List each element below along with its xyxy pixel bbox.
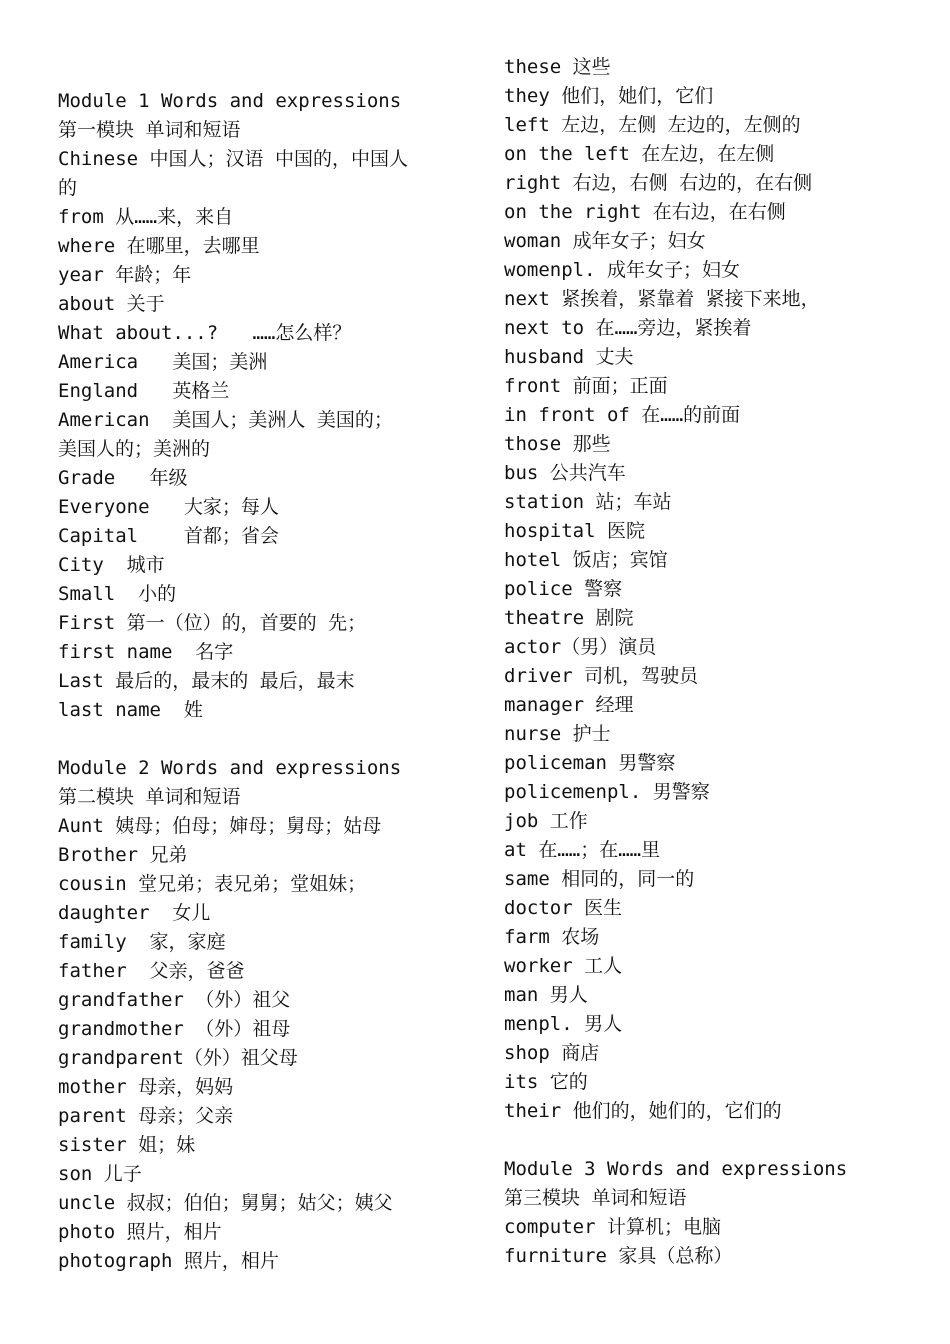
- left-vocab-line: Capital 首都；省会: [58, 525, 279, 547]
- left-vocab-line: photograph 照片，相片: [58, 1250, 279, 1272]
- left-vocab-line: Module 1 Words and expressions: [58, 90, 402, 112]
- right-vocab-line: these 这些: [504, 56, 611, 78]
- left-vocab-line: father 父亲，爸爸: [58, 960, 245, 982]
- right-vocab-line: front 前面；正面: [504, 375, 668, 397]
- left-vocab-line: grandparent（外）祖父母: [58, 1047, 298, 1069]
- left-vocab-line: 第二模块 单词和短语: [58, 786, 241, 808]
- right-vocab-line: hotel 饭店；宾馆: [504, 549, 668, 571]
- left-vocab-line: Small 小的: [58, 583, 177, 605]
- left-vocab-line: family 家，家庭: [58, 931, 226, 953]
- right-vocab-line: bus 公共汽车: [504, 462, 626, 484]
- left-vocab-line: 美国人的；美洲的: [58, 438, 211, 460]
- right-vocab-line: shop 商店: [504, 1042, 600, 1064]
- right-vocab-line: nurse 护士: [504, 723, 611, 745]
- left-vocab-line: Aunt 姨母；伯母；婶母；舅母；姑母: [58, 815, 382, 837]
- right-vocab-line: left 左边，左侧 左边的，左侧的: [504, 114, 801, 136]
- right-vocab-line: policemenpl. 男警察: [504, 781, 710, 803]
- left-vocab-line: cousin 堂兄弟；表兄弟；堂姐妹；: [58, 873, 367, 895]
- left-vocab-line: first name 名字: [58, 641, 234, 663]
- right-vocab-line: those 那些: [504, 433, 611, 455]
- right-vocab-line: its 它的: [504, 1071, 588, 1093]
- left-vocab-line: grandmother （外）祖母: [58, 1018, 291, 1040]
- left-column: [58, 87, 473, 1276]
- left-vocab-line: year 年龄；年: [58, 264, 192, 286]
- right-vocab-line: station 站；车站: [504, 491, 672, 513]
- blank-line: [58, 725, 473, 754]
- left-vocab-line: 的: [58, 177, 78, 199]
- right-vocab-line: same 相同的，同一的: [504, 868, 695, 890]
- left-vocab-line: grandfather （外）祖父: [58, 989, 291, 1011]
- right-vocab-line: next 紧挨着，紧靠着 紧接下来地，: [504, 288, 820, 310]
- right-vocab-line: man 男人: [504, 984, 588, 1006]
- right-vocab-line: right 右边，右侧 右边的，在右侧: [504, 172, 813, 194]
- right-vocab-line: job 工作: [504, 810, 588, 832]
- left-vocab-line: photo 照片，相片: [58, 1221, 222, 1243]
- blank-line: [504, 1126, 924, 1155]
- right-vocab-line: Module 3 Words and expressions: [504, 1158, 848, 1180]
- left-vocab-line: son 儿子: [58, 1163, 142, 1185]
- right-vocab-line: next to 在……旁边，紧挨着: [504, 317, 752, 339]
- left-vocab-line: City 城市: [58, 554, 165, 576]
- right-vocab-line: their 他们的，她们的，它们的: [504, 1100, 782, 1122]
- right-vocab-line: they 他们，她们，它们: [504, 85, 714, 107]
- left-vocab-line: daughter 女儿: [58, 902, 211, 924]
- left-vocab-line: What about...? ……怎么样？: [58, 322, 352, 344]
- left-vocab-line: America 美国；美洲: [58, 351, 268, 373]
- left-vocab-line: Chinese 中国人；汉语 中国的，中国人: [58, 148, 408, 170]
- right-vocab-line: actor（男）演员: [504, 636, 657, 658]
- right-vocab-line: at 在……；在……里: [504, 839, 661, 861]
- right-vocab-line: computer 计算机；电脑: [504, 1216, 721, 1238]
- right-vocab-line: womenpl. 成年女子；妇女: [504, 259, 740, 281]
- right-vocab-line: 第三模块 单词和短语: [504, 1187, 687, 1209]
- right-vocab-line: furniture 家具（总称）: [504, 1245, 733, 1267]
- right-vocab-line: police 警察: [504, 578, 623, 600]
- right-vocab-line: on the right 在右边，在右侧: [504, 201, 786, 223]
- right-vocab-line: farm 农场: [504, 926, 600, 948]
- right-vocab-line: husband 丈夫: [504, 346, 634, 368]
- right-vocab-line: in front of 在……的前面: [504, 404, 741, 426]
- left-vocab-line: Everyone 大家；每人: [58, 496, 279, 518]
- left-vocab-line: about 关于: [58, 293, 165, 315]
- left-vocab-line: England 英格兰: [58, 380, 230, 402]
- left-vocab-line: First 第一（位）的，首要的 先；: [58, 612, 367, 634]
- right-vocab-line: worker 工人: [504, 955, 623, 977]
- left-vocab-line: uncle 叔叔；伯伯；舅舅；姑父；姨父: [58, 1192, 393, 1214]
- left-vocab-line: where 在哪里，去哪里: [58, 235, 260, 257]
- left-vocab-line: from 从……来，来自: [58, 206, 234, 228]
- right-column: [504, 53, 924, 1271]
- left-vocab-line: Grade 年级: [58, 467, 188, 489]
- right-vocab-line: woman 成年女子；妇女: [504, 230, 706, 252]
- left-vocab-line: 第一模块 单词和短语: [58, 119, 241, 141]
- right-vocab-line: theatre 剧院: [504, 607, 634, 629]
- left-vocab-line: Brother 兄弟: [58, 844, 188, 866]
- left-vocab-line: sister 姐；妹: [58, 1134, 196, 1156]
- right-vocab-line: doctor 医生: [504, 897, 623, 919]
- left-vocab-line: last name 姓: [58, 699, 203, 721]
- left-vocab-line: parent 母亲；父亲: [58, 1105, 234, 1127]
- left-vocab-line: mother 母亲，妈妈: [58, 1076, 234, 1098]
- right-vocab-line: policeman 男警察: [504, 752, 676, 774]
- right-vocab-line: driver 司机，驾驶员: [504, 665, 699, 687]
- left-vocab-line: Module 2 Words and expressions: [58, 757, 402, 779]
- left-vocab-line: American 美国人；美洲人 美国的；: [58, 409, 393, 431]
- right-vocab-line: on the left 在左边，在左侧: [504, 143, 775, 165]
- right-vocab-line: manager 经理: [504, 694, 634, 716]
- left-vocab-line: Last 最后的，最末的 最后，最末: [58, 670, 355, 692]
- right-vocab-line: hospital 医院: [504, 520, 645, 542]
- right-vocab-line: menpl. 男人: [504, 1013, 623, 1035]
